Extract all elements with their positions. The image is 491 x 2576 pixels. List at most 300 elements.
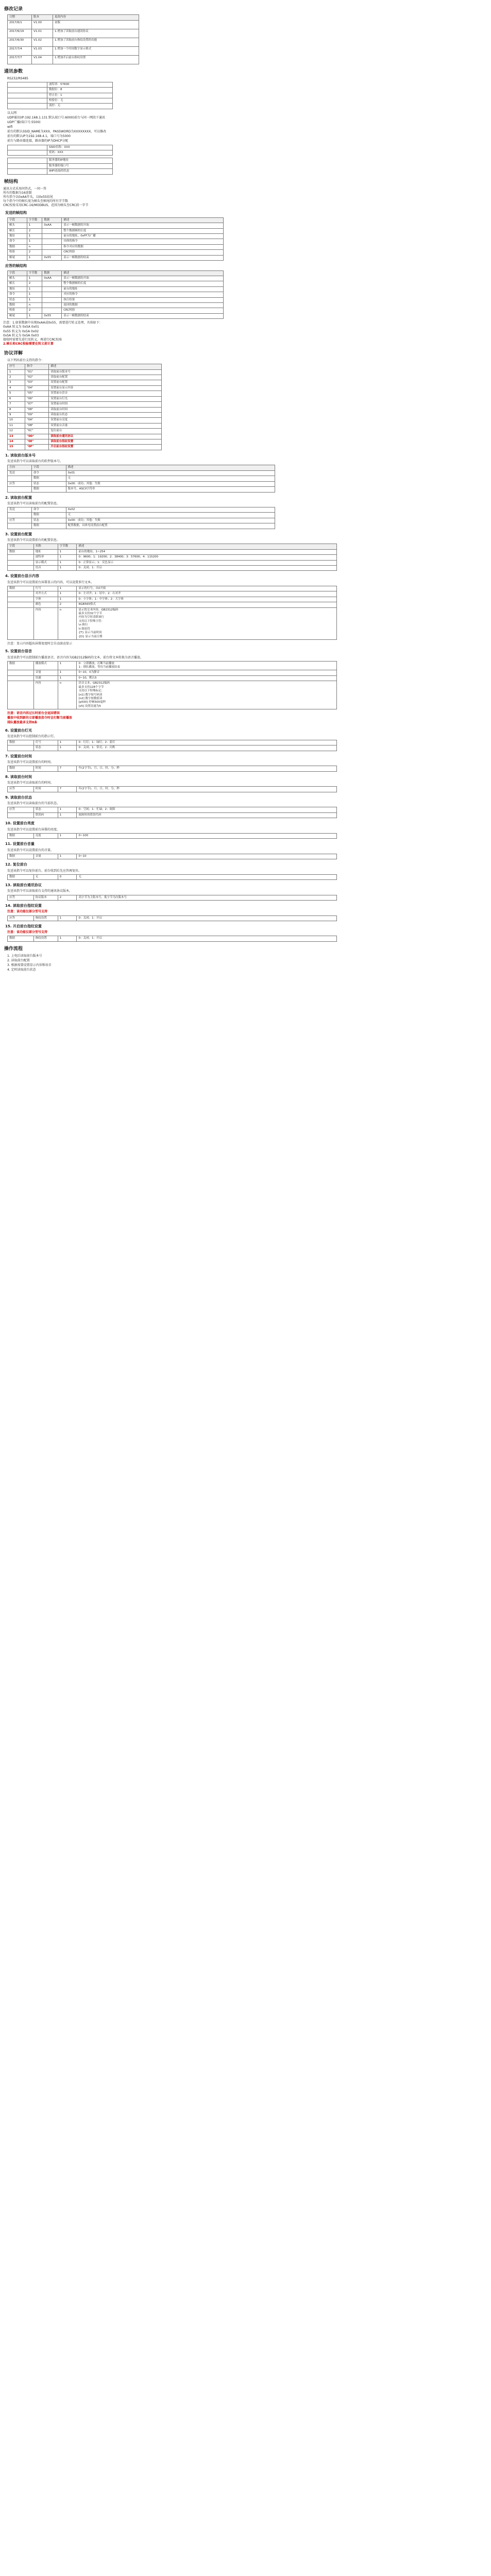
cmd15-warning: 注意：该功能仅部分型号支持 — [7, 930, 48, 935]
table-cell: 版本号，ASCII字符串 — [66, 487, 275, 492]
command-row — [8, 412, 162, 417]
command-cell: "0C" — [25, 429, 49, 434]
cmd15-title: 15. 开启前台指纹设置 — [5, 924, 42, 928]
frame-cell: 命令 — [8, 239, 27, 244]
table-cell: 对齐方式 — [33, 591, 58, 597]
history-header: 版本 — [32, 15, 53, 20]
ops-line: 1. 上电后读取前台版本号 — [7, 954, 42, 958]
table-row — [8, 607, 337, 639]
table-cell: 地址 — [33, 549, 58, 554]
command-cell: "06" — [25, 396, 49, 401]
table-cell: 年(2字节)、月、日、时、分、秒 — [77, 766, 337, 771]
frame-intro-line: 每个指令中的帧长度为帧头至帧尾的所有字节数 — [3, 199, 69, 204]
command-cell: 15 — [8, 445, 25, 450]
table-cell: 7 — [58, 766, 77, 771]
history-cell: 2017/6/1 — [8, 20, 32, 29]
table-cell: 数据 — [8, 833, 34, 838]
frame-cell: 整个数据帧的长度 — [62, 228, 224, 233]
frame-header: 字段 — [8, 217, 27, 223]
command-cell: 12 — [8, 429, 25, 434]
ops-line: 3. 根据需要设置显示内容和语音 — [7, 963, 52, 968]
cmd3-table — [7, 544, 337, 571]
history-cell: V1.02 — [32, 38, 53, 46]
comm-cell: 数据位：8 — [47, 88, 113, 93]
table-cell — [8, 745, 34, 751]
reply-frame-title: 应答的帧结构 — [5, 264, 27, 268]
wifi-line: 前台的默认SSID_NAME为XXX，PASSWORD为XXXXXXXX，可以修改 — [7, 130, 107, 134]
command-row — [8, 396, 162, 401]
frame-header: 字段 — [8, 270, 27, 276]
frame-cell: 2 — [27, 281, 42, 286]
frame-cell: 2 — [27, 250, 42, 255]
table-cell: n — [58, 607, 77, 639]
table-cell: 无 — [66, 476, 275, 481]
comm-cell: 流控：无 — [47, 104, 113, 109]
table-row — [8, 833, 337, 838]
table-cell: 命令 — [31, 507, 66, 513]
table-header: 字段 — [31, 465, 66, 470]
command-cell: 设置前台音量 — [49, 423, 162, 428]
frame-cell — [42, 239, 62, 244]
command-header: 序号 — [8, 364, 25, 369]
command-cell: 读取前台通讯协议 — [49, 434, 162, 439]
command-cell: 5 — [8, 391, 25, 396]
command-cell: 10 — [8, 418, 25, 423]
history-table — [7, 14, 139, 64]
table-cell: 显示的行号，从0开始 — [77, 586, 337, 591]
table-row — [8, 602, 337, 607]
table-cell: 状态 — [33, 807, 58, 812]
table-cell: 数据 — [31, 513, 66, 518]
table-cell: 前台的地址，1~254 — [77, 549, 337, 554]
table-cell: 0~100 — [77, 833, 337, 838]
frame-cell: 帧头 — [8, 276, 27, 281]
frame-cell — [42, 228, 62, 233]
table-cell: 1 — [58, 854, 77, 859]
table-cell: 命令 — [31, 470, 66, 476]
command-cell: "02" — [25, 375, 49, 380]
wifi-cell — [8, 150, 47, 155]
comm-title: 通讯参数 — [4, 69, 23, 74]
table-cell: 0：左对齐；1：居中；2：右对齐 — [77, 591, 337, 597]
command-cell: 设置前台语音 — [49, 391, 162, 396]
frame-cell: 帧尾 — [8, 255, 27, 260]
table-cell: 1 — [58, 597, 77, 602]
cmd6-desc: 发送该指令可以控制前台的指示灯。 — [7, 734, 57, 738]
history-cell: 1.增加一个时间数字显示格式 — [53, 46, 139, 55]
cmd11-table — [7, 854, 337, 859]
command-cell: 读取前台版本号 — [49, 369, 162, 375]
table-cell: 发送 — [8, 470, 32, 476]
cmd4-title: 4. 设置前台显示内容 — [5, 574, 39, 579]
frame-cell: 表示一帧数据的结束 — [62, 255, 224, 260]
server-cell: 服务器的端口号 — [47, 163, 113, 168]
command-cell: "05" — [25, 391, 49, 396]
frame-intro-line: 通讯方式采用问答式，一问一答 — [3, 187, 47, 191]
command-row — [8, 402, 162, 407]
cmd8-desc: 发送该指令可以读取前台的时间。 — [7, 781, 54, 785]
table-cell: 2 — [58, 602, 77, 607]
table-cell: 无 — [33, 874, 58, 879]
command-row — [8, 407, 162, 412]
table-cell: 1 — [58, 670, 77, 675]
table-row — [8, 740, 337, 745]
table-row — [8, 854, 337, 859]
history-row — [8, 46, 139, 55]
table-cell: 数据 — [8, 586, 34, 591]
protocol-intro: 以下列出前台支持的指令： — [7, 359, 45, 363]
wifi-cell — [8, 145, 47, 150]
frame-intro-line: 所有的数据为16进制 — [3, 191, 32, 195]
wifi-cell: SSID名称：XXX — [47, 145, 113, 150]
history-cell: 1.增加了读取前台指纹设置的功能 — [53, 38, 139, 46]
history-title: 修改记录 — [4, 7, 23, 12]
comm-cell: 停止位：1 — [47, 93, 113, 98]
table-row — [8, 916, 337, 921]
cmd13-title: 13. 读取前台通讯协议 — [5, 883, 42, 888]
server-cell: 服务器的IP地址 — [47, 158, 113, 163]
frame-note: 注意：1.如果数据中出现0xAA或0x55，需要进行转义处理，具体如下： — [3, 321, 103, 325]
table-cell: 年(2字节)、月、日、时、分、秒 — [77, 787, 337, 792]
cmd9-table — [7, 807, 337, 818]
table-row — [8, 591, 337, 597]
frame-cell: 命令 — [8, 292, 27, 297]
frame-header: 数据 — [42, 270, 62, 276]
table-cell: 1 — [58, 740, 77, 745]
command-cell: 4 — [8, 385, 25, 391]
frame-cell: n — [27, 244, 42, 249]
table-cell — [8, 812, 34, 818]
cmd5-desc: 发送该指令可以控制前台播放语音，语音内容为GB2312编码的文本，前台将文本转换为语音播放。 — [7, 655, 144, 659]
command-cell: 设置前台时间 — [49, 402, 162, 407]
send-frame-table — [7, 217, 224, 261]
table-row — [8, 586, 337, 591]
wifi-title: wifi — [7, 125, 13, 129]
table-cell: 播放模式 — [33, 661, 58, 670]
table-cell: 数据 — [8, 549, 34, 554]
frame-intro — [3, 187, 488, 208]
cmd5-red-note: 排队播放最多支持8条 — [7, 721, 38, 725]
table-row — [8, 675, 337, 681]
eth-udp: UDP广播(端口号:5500) — [7, 121, 41, 125]
frame-cell: 1 — [27, 239, 42, 244]
table-cell: 音量 — [33, 670, 58, 675]
table-row — [8, 787, 337, 792]
cmd9-title: 9. 读取前台状态 — [5, 795, 32, 800]
command-cell: 8 — [8, 407, 25, 412]
command-cell: "0B" — [25, 423, 49, 428]
table-row — [8, 470, 275, 476]
frame-cell: 地址 — [8, 233, 27, 239]
frame-cell: 1 — [27, 297, 42, 302]
table-row — [8, 807, 337, 812]
frame-cell: 1 — [27, 223, 42, 228]
command-row — [8, 429, 162, 434]
table-cell: 错误码 — [33, 812, 58, 818]
table-cell: 应答 — [8, 895, 34, 900]
frame-header: 描述 — [62, 217, 224, 223]
table-row — [8, 476, 275, 481]
command-cell: 2 — [8, 375, 25, 380]
frame-cell: 2 — [27, 308, 42, 313]
table-cell — [8, 555, 34, 560]
table-cell: 发送 — [8, 507, 32, 513]
history-cell: V1.01 — [32, 29, 53, 38]
frame-cell: 1 — [27, 292, 42, 297]
table-row — [8, 549, 337, 554]
table-cell: 灯号 — [33, 740, 58, 745]
table-cell: 音量 — [33, 854, 58, 859]
cmd5-red-note: 注意：语音内容过长时前台会返回错误 — [7, 711, 60, 716]
cmd1-table — [7, 465, 275, 492]
frame-cell: 1 — [27, 233, 42, 239]
table-cell: 0x02 — [66, 507, 275, 513]
table-cell: 1 — [58, 745, 77, 751]
table-cell — [8, 560, 34, 565]
table-cell: 0：关闭；1：开启 — [77, 936, 337, 941]
table-cell: 内容 — [33, 607, 58, 639]
table-cell: 应答 — [8, 518, 32, 523]
table-cell: 0：立即播放，打断当前播放 1：排队播放，等待当前播放结束 — [77, 661, 337, 670]
cmd2-desc: 发送该指令可以读取前台的配置信息。 — [7, 501, 60, 505]
frame-cell: 表示一帧数据的结束 — [62, 313, 224, 318]
command-cell: 读取前台状态 — [49, 412, 162, 417]
history-cell: V1.03 — [32, 46, 53, 55]
table-cell — [8, 591, 34, 597]
cmd7-desc: 发送该指令可以设置前台的时间。 — [7, 760, 54, 765]
frame-cell — [42, 292, 62, 297]
history-cell: 2017/7/4 — [8, 46, 32, 55]
cmd10-title: 10. 设置前台亮度 — [5, 821, 35, 826]
frame-header: 数据 — [42, 217, 62, 223]
command-cell: 读取前台时间 — [49, 407, 162, 412]
table-cell: 故障时的错误代码 — [77, 812, 337, 818]
server-cell: WIFI连接的状态 — [47, 169, 113, 174]
table-cell: 1 — [58, 591, 77, 597]
frame-cell: 1 — [27, 313, 42, 318]
command-cell: "09" — [25, 412, 49, 417]
server-table — [7, 158, 113, 174]
frame-cell: 指令对应的数据 — [62, 244, 224, 249]
frame-cell: 帧尾 — [8, 313, 27, 318]
frame-cell — [42, 297, 62, 302]
frame-cell: 2 — [27, 228, 42, 233]
command-row — [8, 369, 162, 375]
frame-header: 描述 — [62, 270, 224, 276]
send-frame-title: 发送的帧结构 — [5, 211, 27, 215]
command-cell: 3 — [8, 380, 25, 385]
table-row — [8, 661, 337, 670]
table-cell: 数据 — [31, 523, 66, 529]
table-cell: 1 — [58, 586, 77, 591]
table-cell: 时间 — [33, 766, 58, 771]
history-header: 更改内容 — [53, 15, 139, 20]
frame-cell: 状态 — [8, 297, 27, 302]
server-cell — [8, 163, 47, 168]
table-cell: 0：小字体；1：中字体；2：大字体 — [77, 597, 337, 602]
history-cell: 2017/6/30 — [8, 38, 32, 46]
cmd3-title: 3. 设置前台配置 — [5, 532, 32, 536]
history-cell: 2017/6/19 — [8, 29, 32, 38]
table-cell — [8, 602, 34, 607]
cmd14-warning: 注意：该功能仅部分型号支持 — [7, 910, 48, 914]
table-cell: 0：关闭；1：开启 — [77, 565, 337, 570]
table-cell: 显示模式 — [33, 560, 58, 565]
frame-header: 字节数 — [27, 217, 42, 223]
cmd4-table — [7, 586, 337, 640]
frame-notes — [3, 321, 488, 346]
table-cell: 应答 — [8, 787, 34, 792]
table-cell: 行号 — [33, 586, 58, 591]
frame-note: 接收时需要先进行反转义，再进行CRC校验 — [3, 337, 62, 342]
table-row — [8, 518, 275, 523]
history-cell: 1.增加了读取前台通讯协议 — [53, 29, 139, 38]
table-cell: 0：关闭；1：开启 — [77, 916, 337, 921]
wifi-line: 前台的默认IP为192.168.4.1，端口号为5000 — [7, 134, 71, 139]
comm-line: RS232/RS485 — [7, 76, 28, 80]
table-cell: n — [58, 681, 77, 709]
frame-cell: 0xAA — [42, 223, 62, 228]
table-cell: 无 — [77, 874, 337, 879]
table-cell: 波特率 — [33, 555, 58, 560]
ops-line: 4. 定时读取前台状态 — [7, 968, 36, 972]
command-cell: "01" — [25, 369, 49, 375]
cmd3-desc: 发送该指令可以设置前台的配置信息。 — [7, 538, 60, 543]
command-header: 描述 — [49, 364, 162, 369]
frame-cell: 校验 — [8, 308, 27, 313]
protocol-title: 协议详解 — [4, 350, 23, 356]
command-sections — [3, 453, 488, 942]
cmd10-desc: 发送该指令可以设置前台屏幕的亮度。 — [7, 827, 60, 832]
frame-cell: CRC校验 — [62, 250, 224, 255]
command-cell: 读取前台指纹设置 — [49, 439, 162, 445]
cmd14-title: 14. 读取前台指纹设置 — [5, 903, 42, 908]
command-cell: 读取前台配置 — [49, 375, 162, 380]
command-cell: "0E" — [25, 439, 49, 445]
frame-header: 字节数 — [27, 270, 42, 276]
cmd10-table — [7, 833, 337, 839]
table-cell: 指纹设置 — [33, 916, 58, 921]
table-cell: 1 — [58, 565, 77, 570]
command-cell: 7 — [8, 402, 25, 407]
frame-cell — [42, 308, 62, 313]
table-cell: 0 — [58, 874, 77, 879]
table-cell — [8, 513, 32, 518]
table-cell: 1 — [58, 807, 77, 812]
cmd5-title: 5. 设置前台语音 — [5, 649, 32, 654]
frame-cell: 地址 — [8, 286, 27, 292]
frame-cell: CRC校验 — [62, 308, 224, 313]
table-row — [8, 481, 275, 486]
command-cell: 设置前台配置 — [49, 380, 162, 385]
table-row — [8, 936, 337, 941]
table-row — [8, 507, 275, 513]
command-cell: 设置前台亮度 — [49, 418, 162, 423]
table-cell: 0：关闭；1：常亮；2：闪烁 — [77, 745, 337, 751]
command-row — [8, 391, 162, 396]
table-cell: 状态 — [33, 745, 58, 751]
table-cell: 1 — [58, 560, 77, 565]
table-row — [8, 487, 275, 492]
table-cell: 0x00：成功；其他：失败 — [66, 481, 275, 486]
table-header: 字段 — [8, 544, 34, 549]
frame-title: 帧结构 — [4, 179, 19, 184]
table-cell: 数据 — [8, 661, 34, 670]
table-cell: 应答 — [8, 916, 34, 921]
table-row — [8, 681, 337, 709]
table-cell: 0~10 — [77, 854, 337, 859]
comm-cell — [8, 104, 47, 109]
cmd5-table — [7, 661, 337, 710]
table-cell: 0：空闲；1：忙碌；2：故障 — [77, 807, 337, 812]
table-cell — [8, 607, 34, 639]
frame-cell: 1 — [27, 276, 42, 281]
table-cell — [8, 487, 32, 492]
command-row — [8, 434, 162, 439]
command-row — [8, 439, 162, 445]
command-cell: 11 — [8, 423, 25, 428]
table-cell: 数据 — [31, 487, 66, 492]
table-header: 方向 — [8, 465, 32, 470]
frame-cell — [42, 286, 62, 292]
table-cell: 数据 — [31, 476, 66, 481]
frame-cell: 前台的地址 — [62, 286, 224, 292]
table-cell: 0：红灯；1：绿灯；2：蓝灯 — [77, 740, 337, 745]
command-cell: "08" — [25, 407, 49, 412]
table-cell — [8, 681, 34, 709]
cmd5-red-note: 播放中收到新的立即播放指令时会打断当前播放 — [7, 716, 73, 720]
frame-note-red: 2.帧长和CRC校验需要在转义前计算 — [3, 342, 54, 346]
comm-table — [7, 82, 113, 109]
command-cell: "03" — [25, 380, 49, 385]
command-row — [8, 385, 162, 391]
table-cell: 0：正常显示；1：反色显示 — [77, 560, 337, 565]
table-row — [8, 560, 337, 565]
table-cell: 语速 — [33, 675, 58, 681]
frame-cell: n — [27, 303, 42, 308]
frame-cell: 1 — [27, 286, 42, 292]
cmd13-table — [7, 895, 337, 901]
command-cell: 设置前台显示内容 — [49, 385, 162, 391]
table-cell: 内容 — [33, 681, 58, 709]
command-cell: 9 — [8, 412, 25, 417]
ops-title: 操作流程 — [4, 946, 23, 952]
table-cell — [8, 675, 34, 681]
table-row — [8, 513, 275, 518]
ops-line: 2. 读取前台配置 — [7, 959, 30, 963]
table-cell: 状态 — [31, 518, 66, 523]
table-row — [8, 745, 337, 751]
history-cell: V1.00 — [32, 20, 53, 29]
frame-cell: 表示一帧数据的开始 — [62, 276, 224, 281]
frame-cell: 帧长 — [8, 281, 27, 286]
eth-line: UDP通讯(IP:192.168.1.131 默认端口号:6000)前台与同一网段下通讯 — [7, 116, 105, 120]
table-header: 字节数 — [58, 544, 77, 549]
cmd8-title: 8. 读取前台时间 — [5, 774, 32, 779]
frame-cell: 0xAA — [42, 276, 62, 281]
command-cell: "0A" — [25, 418, 49, 423]
table-cell: 时间 — [33, 787, 58, 792]
command-cell: "0D" — [25, 434, 49, 439]
frame-cell — [42, 281, 62, 286]
table-cell: 指纹设置 — [33, 936, 58, 941]
table-cell: 数据 — [8, 874, 34, 879]
frame-cell — [42, 244, 62, 249]
table-cell: 1 — [58, 675, 77, 681]
cmd12-desc: 发送该指令可以复位前台，前台收到后先应答再复位。 — [7, 869, 82, 873]
command-row — [8, 380, 162, 385]
frame-cell: 前台的地址，0xFF为广播 — [62, 233, 224, 239]
